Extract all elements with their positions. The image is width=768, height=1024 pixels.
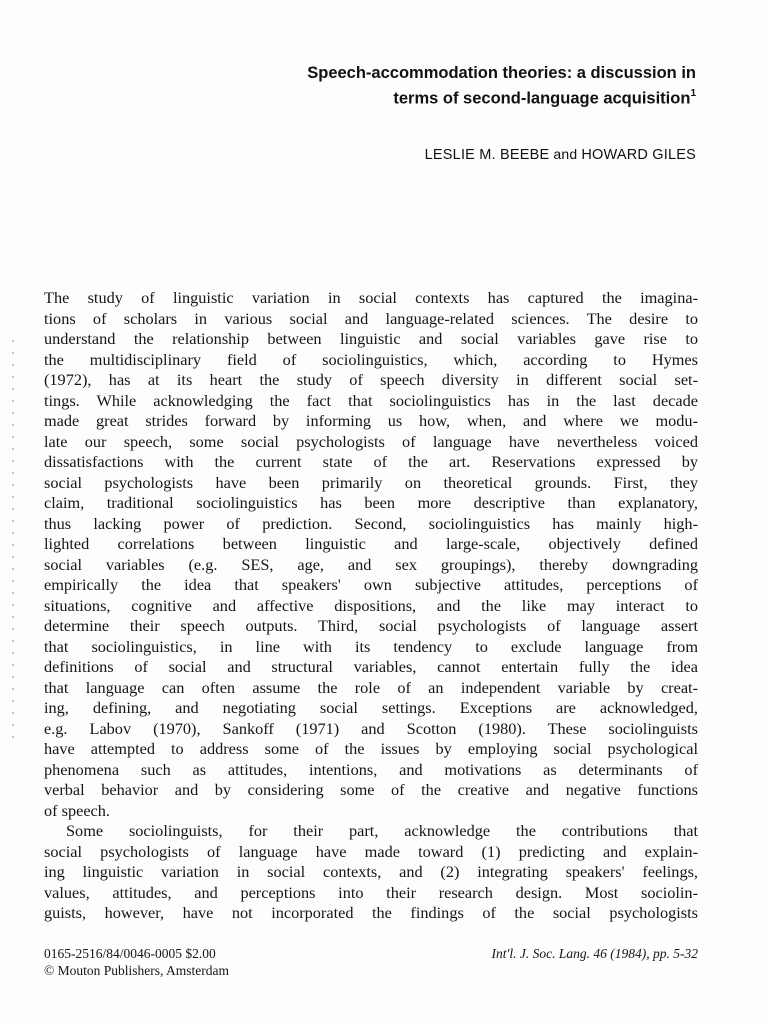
body-line-paragraph-end: of speech. bbox=[44, 800, 110, 820]
body-line: verbal behavior and by considering some of the creative and negative functions bbox=[44, 780, 698, 799]
title-line-2-text: terms of second-language acquisition bbox=[393, 89, 691, 108]
body-line: dissatisfactions with the current state of the art. Reservations expressed by bbox=[44, 452, 698, 471]
body-line: lighted correlations between linguistic and large-scale, objectively defined bbox=[44, 534, 698, 553]
body-line: The study of linguistic variation in social contexts has captured the imagina- bbox=[44, 288, 698, 307]
footer-code-line: 0165-2516/84/0046-0005 $2.00 bbox=[44, 946, 216, 961]
body-line: that language can often assume the role of an independent variable by creat- bbox=[44, 677, 698, 697]
body-line: claim, traditional sociolinguistics has been more descriptive than explanatory, bbox=[44, 493, 698, 512]
author-conjunction: and bbox=[553, 146, 578, 162]
body-line: late our speech, some social psychologists of language have nevertheless voiced bbox=[44, 431, 698, 451]
article-title bbox=[136, 62, 696, 110]
scan-margin-marks bbox=[12, 340, 14, 740]
author-line bbox=[425, 146, 696, 163]
body-line: made great strides forward by informing us how, when, and where we modu- bbox=[44, 411, 698, 430]
author-2: HOWARD GILES bbox=[581, 147, 696, 163]
body-line: empirically the idea that speakers' own subjective attitudes, perceptions of bbox=[44, 575, 698, 594]
body-line: thus lacking power of prediction. Second, sociolinguistics has mainly high- bbox=[44, 513, 698, 533]
footer-publication-info bbox=[44, 945, 229, 979]
body-line: phenomena such as attitudes, intentions, and motivations as determinants of bbox=[44, 759, 698, 779]
body-line: social psychologists of language have made toward (1) predicting and explain- bbox=[44, 841, 698, 861]
title-line-1: Speech-accommodation theories: a discussion in bbox=[307, 64, 696, 82]
body-line: tions of scholars in various social and language-related sciences. The desire to bbox=[44, 308, 698, 328]
body-line: understand the relationship between linguistic and social variables gave rise to bbox=[44, 329, 698, 348]
footer-citation: Int'l. J. Soc. Lang. 46 (1984), pp. 5-32 bbox=[491, 946, 698, 961]
body-line: tings. While acknowledging the fact that sociolinguistics has in the last decade bbox=[44, 390, 698, 410]
body-line: social variables (e.g. SES, age, and sex groupings), thereby downgrading bbox=[44, 554, 698, 574]
body-line: definitions of social and structural variables, cannot entertain fully the idea bbox=[44, 657, 698, 676]
body-line: ing linguistic variation in social contexts, and (2) integrating speakers' feelings, bbox=[44, 862, 698, 881]
body-line: the multidisciplinary field of sociolinguistics, which, according to Hymes bbox=[44, 349, 698, 369]
title-footnote-marker: 1 bbox=[690, 88, 696, 99]
body-line: values, attitudes, and perceptions into their research design. Most sociolin- bbox=[44, 882, 698, 902]
body-line: have attempted to address some of the issues by employing social psychological bbox=[44, 739, 698, 758]
body-line: determine their speech outputs. Third, social psychologists of language assert bbox=[44, 616, 698, 635]
body-line: ing, defining, and negotiating social settings. Exceptions are acknowledged, bbox=[44, 698, 698, 717]
author-1: LESLIE M. BEEBE bbox=[424, 147, 550, 163]
body-line: e.g. Labov (1970), Sankoff (1971) and Scotton (1980). These sociolinguists bbox=[44, 718, 698, 738]
title-line-2 bbox=[136, 84, 696, 110]
body-line-paragraph-start: Some sociolinguists, for their part, acknowledge the contributions that bbox=[66, 821, 698, 840]
body-line: that sociolinguistics, in line with its tendency to exclude language from bbox=[44, 636, 698, 656]
body-line: situations, cognitive and affective dispositions, and the like may interact to bbox=[44, 595, 698, 615]
footer-publisher-line: © Mouton Publishers, Amsterdam bbox=[44, 963, 230, 978]
body-text bbox=[44, 288, 698, 924]
body-line: guists, however, have not incorporated the findings of the social psychologists bbox=[44, 903, 698, 922]
body-line: social psychologists have been primarily on theoretical grounds. First, they bbox=[44, 472, 698, 492]
body-line: (1972), has at its heart the study of speech diversity in different social set- bbox=[44, 370, 698, 389]
